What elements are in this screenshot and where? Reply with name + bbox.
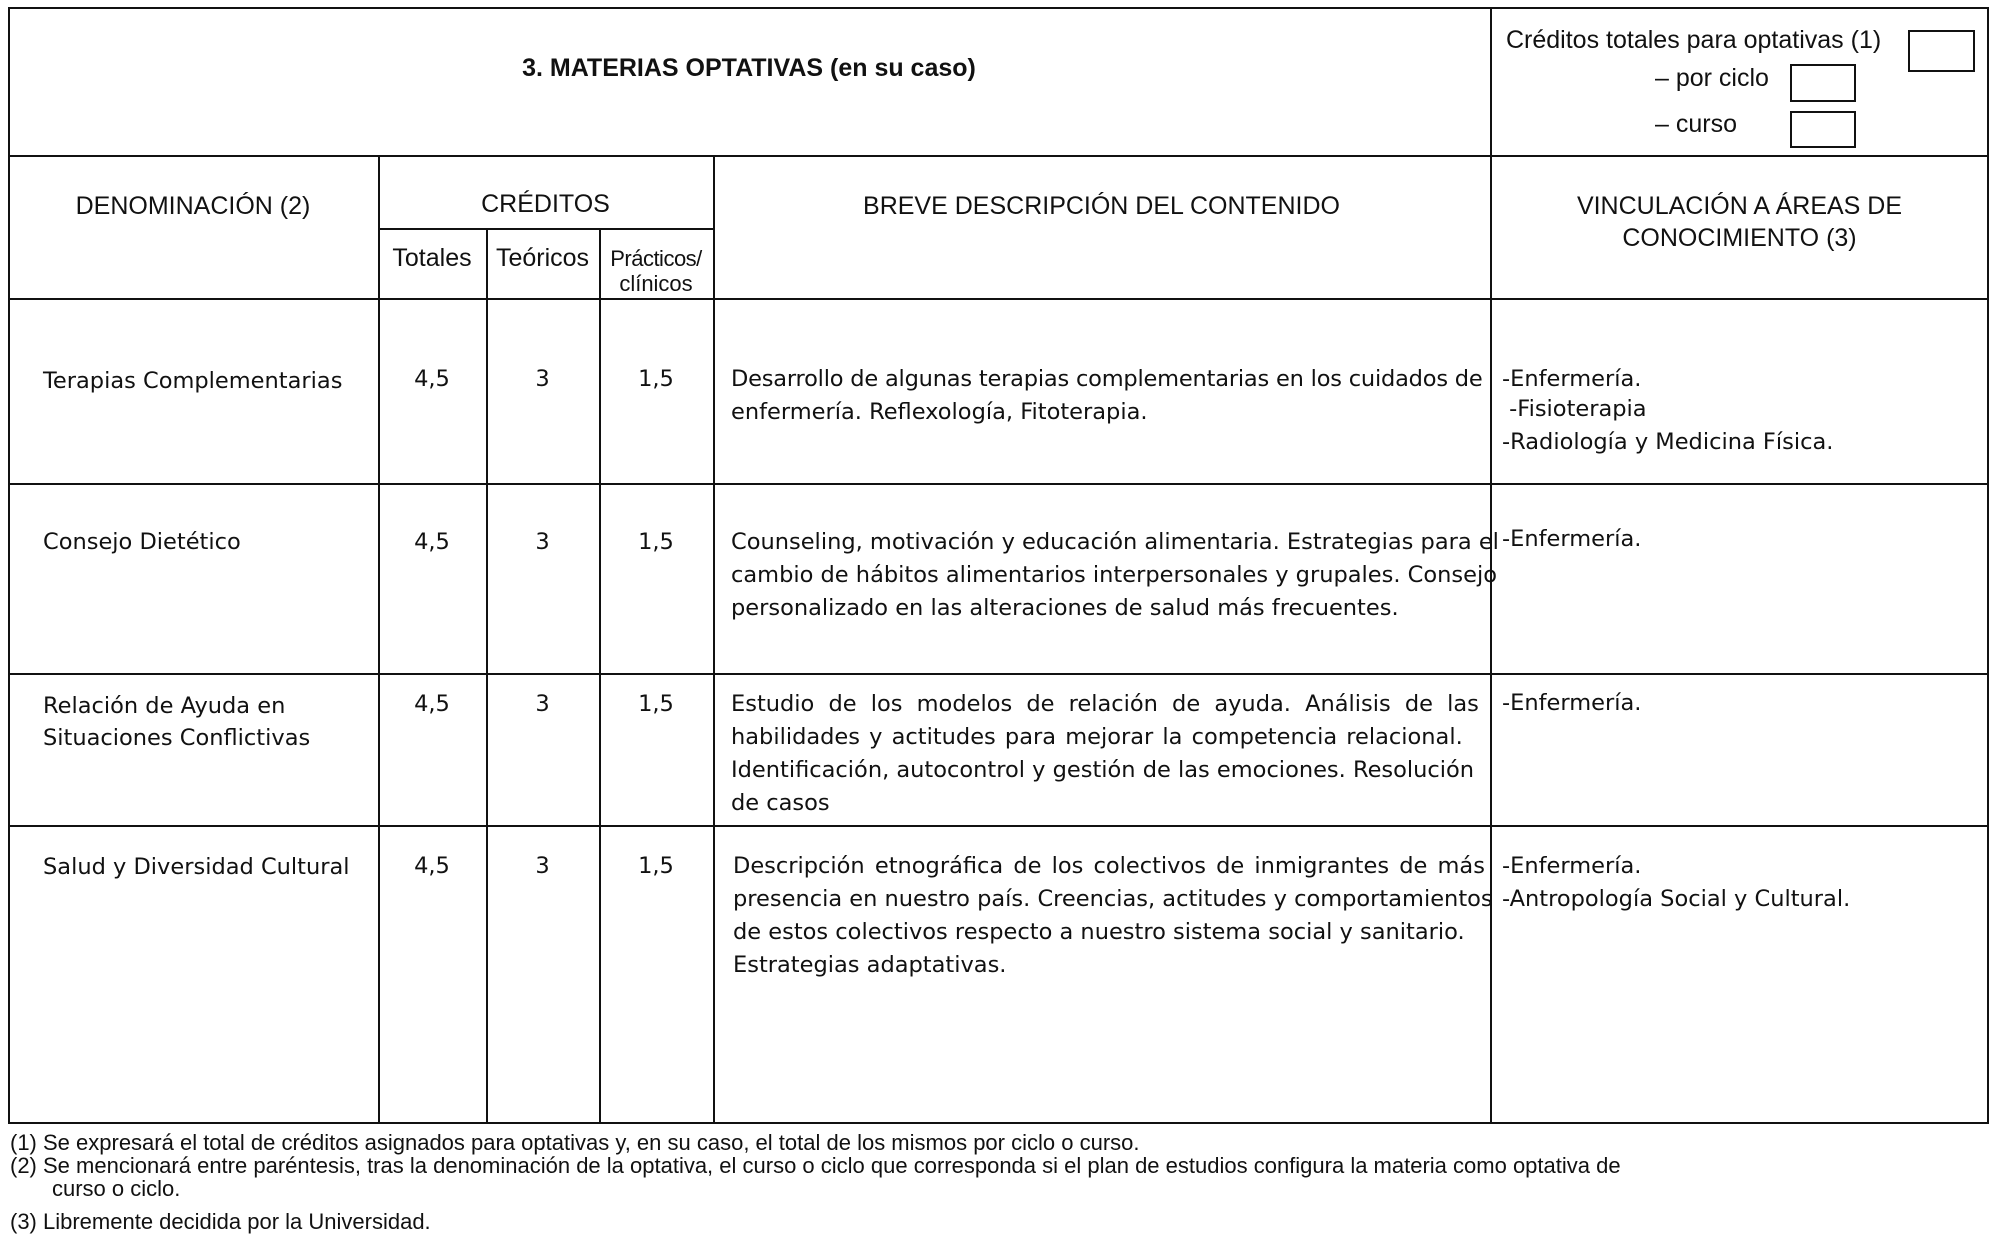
row4-teoricos: 3 [535,853,550,879]
footnote-3: (3) Libremente decidida por la Universidad. [10,1209,431,1234]
curso-label: – curso [1655,110,1737,138]
row3-practicos: 1,5 [638,691,674,717]
descripcion-header: BREVE DESCRIPCIÓN DEL CONTENIDO [863,192,1340,220]
row4-descripcion-line2: presencia en nuestro país. Creencias, actitudes y comportamientos [733,886,1493,912]
row1-practicos: 1,5 [638,366,674,392]
row4-descripcion-line3: de estos colectivos respecto a nuestro sistema social y sanitario. [733,919,1465,945]
footnote-2: (2) Se mencionará entre paréntesis, tras la denominación de la optativa, el curso o ciclo que corresponda si el plan de estudios configura la materia como optativa de [10,1153,1621,1178]
row4-area-1: -Enfermería. [1502,853,1642,879]
row3-descripcion-line4: de casos [731,790,830,816]
totales-header: Totales [392,244,472,272]
creditos-subheader-divider [378,228,713,230]
row1-teoricos: 3 [535,366,550,392]
curso-box [1790,111,1856,148]
row3-totales: 4,5 [414,691,450,717]
row-divider-3 [8,825,1989,827]
practicos-header-line2: clínicos [619,271,693,296]
row4-totales: 4,5 [414,853,450,879]
row3-teoricos: 3 [535,691,550,717]
footnote-1: (1) Se expresará el total de créditos asignados para optativas y, en su caso, el total de los mismos por ciclo o curso. [10,1130,1140,1155]
por-ciclo-box [1790,64,1856,102]
row4-descripcion-line4: Estrategias adaptativas. [733,952,1007,978]
row1-area-3: -Radiología y Medicina Física. [1502,429,1834,455]
creditos-totales-label: Créditos totales para optativas (1) [1506,26,1882,54]
row2-descripcion-line2: cambio de hábitos alimentarios interpersonales y grupales. Consejo [731,562,1497,588]
por-ciclo-label: – por ciclo [1655,64,1769,92]
row4-denominacion: Salud y Diversidad Cultural [43,854,350,880]
denominacion-header: DENOMINACIÓN (2) [75,192,311,220]
row-divider-2 [8,673,1989,675]
row2-practicos: 1,5 [638,529,674,555]
vinculacion-header-line2: CONOCIMIENTO (3) [1622,224,1857,252]
row4-practicos: 1,5 [638,853,674,879]
footnote-2-continuation: curso o ciclo. [52,1176,181,1201]
row1-descripcion-line1: Desarrollo de algunas terapias complementarias en los cuidados de [731,366,1483,392]
vinculacion-header-line1: VINCULACIÓN A ÁREAS DE [1576,192,1903,220]
row3-descripcion-line1: Estudio de los modelos de relación de ayuda. Análisis de las [731,691,1479,717]
row1-descripcion-line2: enfermería. Reflexología, Fitoterapia. [731,399,1148,425]
row3-descripcion-line2: habilidades y actitudes para mejorar la competencia relacional. [731,724,1463,750]
creditos-header: CRÉDITOS [481,190,610,218]
row1-denominacion: Terapias Complementarias [43,368,343,394]
row2-totales: 4,5 [414,529,450,555]
row2-denominacion: Consejo Dietético [43,529,241,555]
creditos-totales-box [1908,30,1975,72]
row2-descripcion-line3: personalizado en las alteraciones de salud más frecuentes. [731,595,1399,621]
practicos-header-line1: Prácticos/ [610,246,702,271]
row3-area-1: -Enfermería. [1502,690,1642,716]
row4-area-2: -Antropología Social y Cultural. [1502,886,1851,912]
col-divider-denominacion [378,155,380,1124]
col-divider-creditos [713,155,715,1124]
row2-descripcion-line1: Counseling, motivación y educación alimentaria. Estrategias para el [731,529,1499,555]
row3-descripcion-line3: Identificación, autocontrol y gestión de las emociones. Resolución [731,757,1475,783]
row-divider-1 [8,483,1989,485]
row3-denominacion-line1: Relación de Ayuda en [43,693,286,719]
row2-area-1: -Enfermería. [1502,526,1642,552]
row3-denominacion-line2: Situaciones Conflictivas [43,725,311,751]
row1-area-2: -Fisioterapia [1502,396,1647,422]
header-divider [8,155,1989,157]
row4-descripcion-line1: Descripción etnográfica de los colectivos de inmigrantes de más [733,853,1485,879]
row1-totales: 4,5 [414,366,450,392]
section-title: 3. MATERIAS OPTATIVAS (en su caso) [522,54,976,82]
teoricos-header: Teóricos [495,244,590,272]
row2-teoricos: 3 [535,529,550,555]
column-header-divider [8,298,1989,300]
row1-area-1: -Enfermería. [1502,366,1642,392]
